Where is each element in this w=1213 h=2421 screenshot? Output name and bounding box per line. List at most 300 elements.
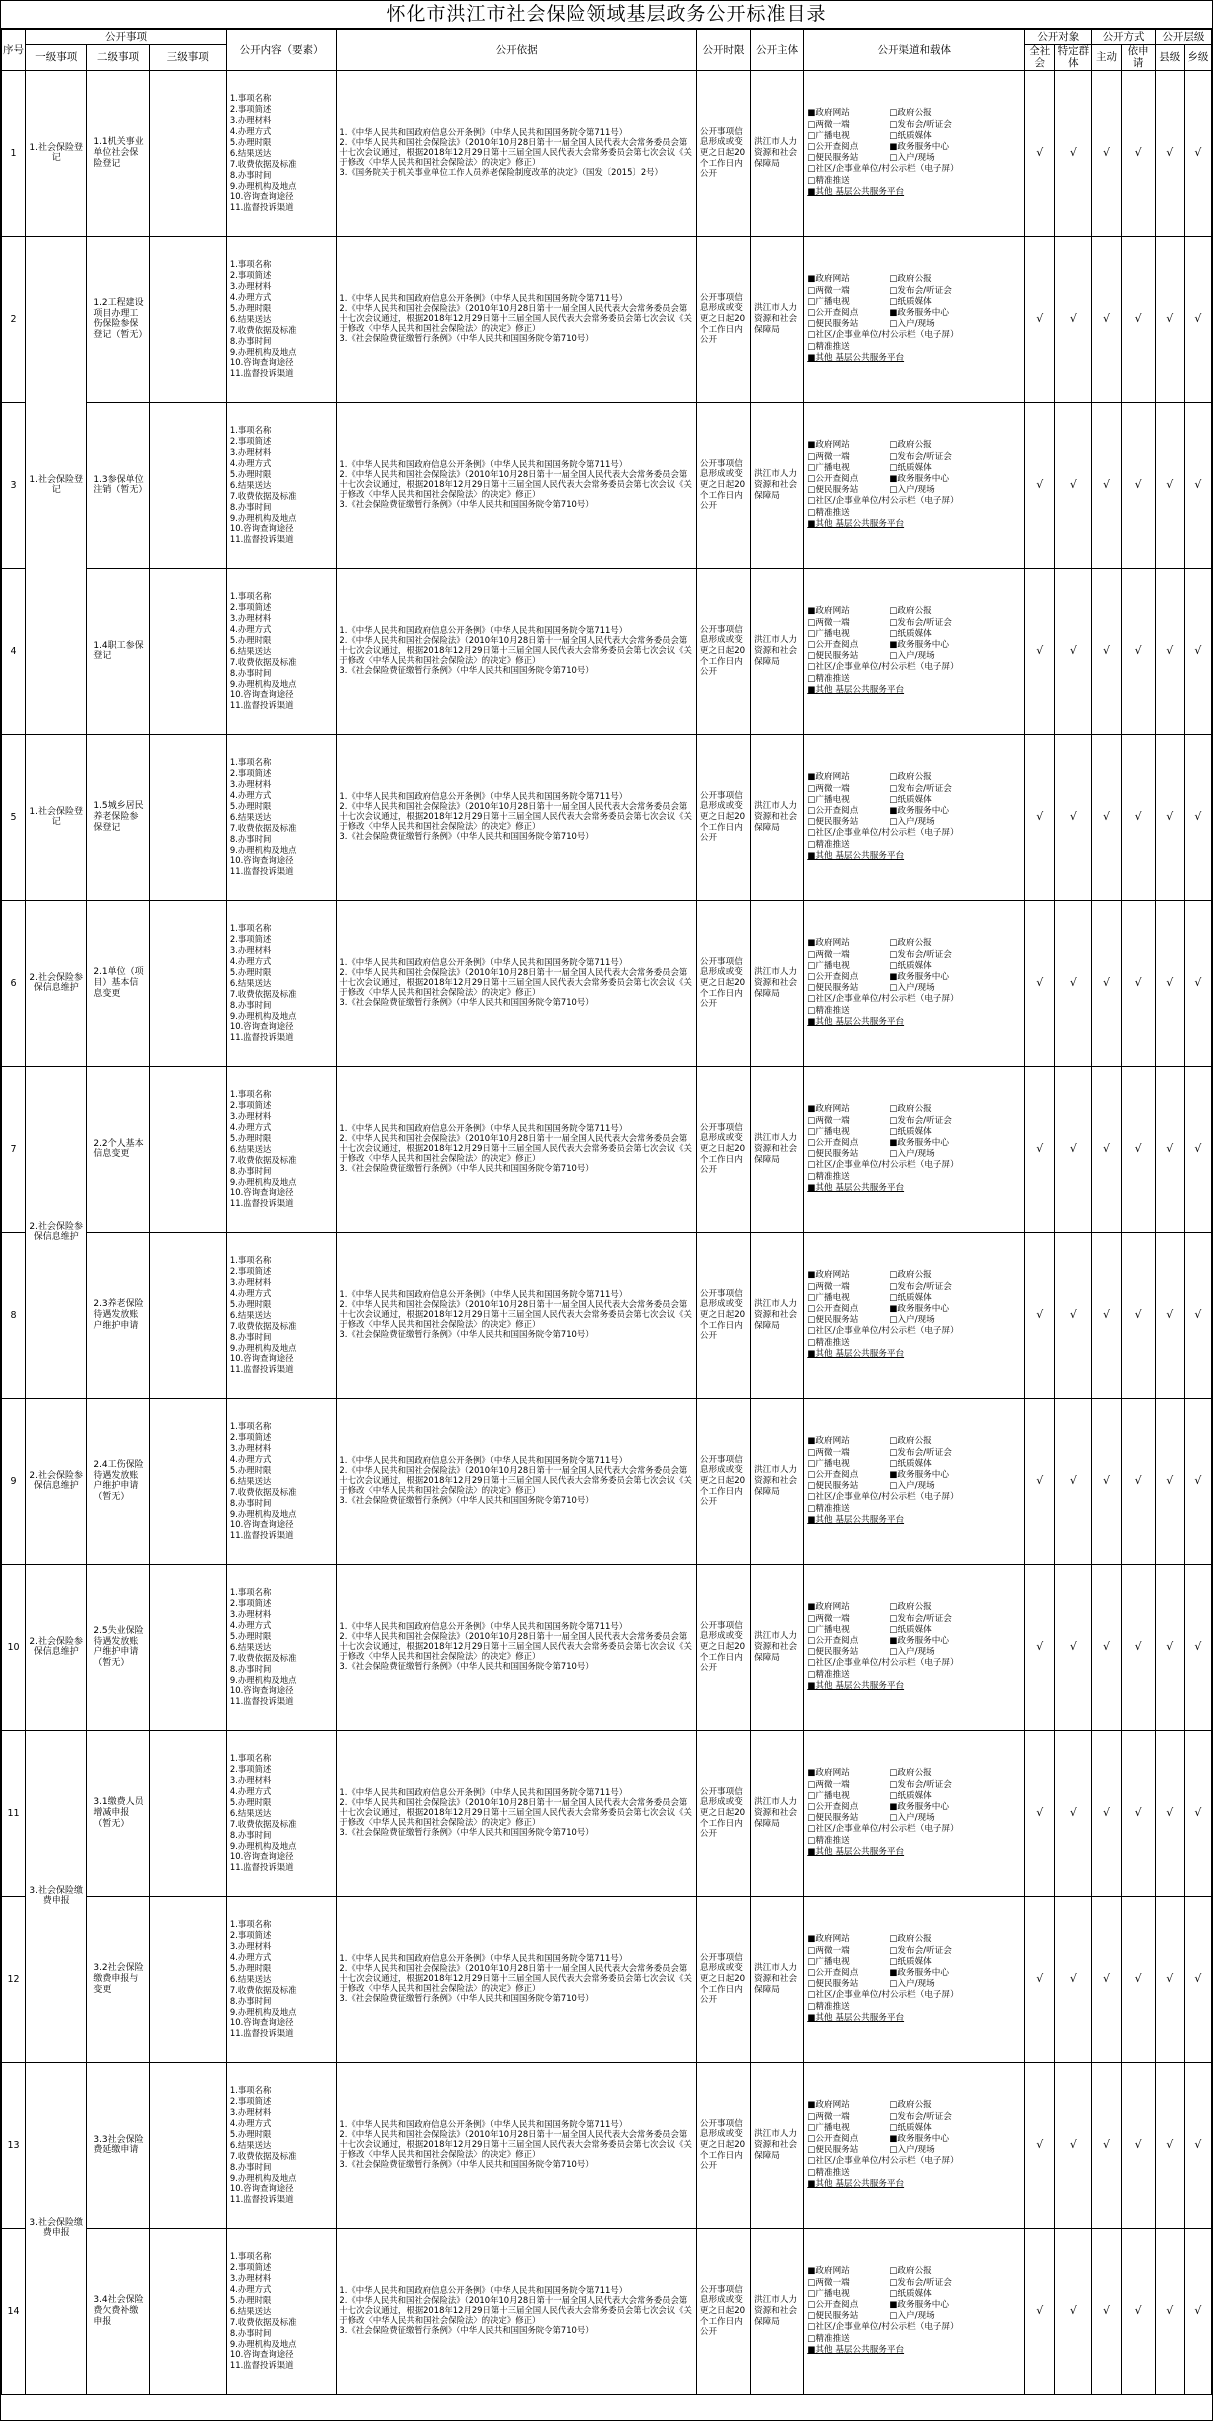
- requirement-item: 10.咨询查询途径: [229, 855, 294, 866]
- publish-time: 公开事项信息形成或变更之日起20个工作日内公开: [696, 568, 750, 734]
- channel-option: ■政务服务中心: [889, 142, 949, 153]
- audience-all-mark: √: [1025, 1896, 1055, 2062]
- requirement-item: 2.事项简述: [229, 602, 272, 613]
- mode-active-mark: √: [1092, 1398, 1121, 1564]
- requirement-item: 7.收费依据及标准: [229, 1818, 297, 1829]
- basis-item: 2.《中华人民共和国社会保险法》（2010年10月28日第十一届全国人民代表大会常务委员会第十七次会议通过，根据2018年12月29日第十三届全国人民代表大会常务委员会第七次会议《关于修改〈中华人民共和国社会保险法〉的决定》修正）: [339, 801, 692, 832]
- level2-item: 2.1单位（项目）基本信息变更: [87, 900, 149, 1066]
- channel-option: □纸质媒体: [889, 628, 932, 639]
- header-audience-specific: 特定群体: [1055, 45, 1092, 71]
- channel-option: ■政府网站: [807, 2266, 850, 2277]
- level2-item: 3.4社会保险费欠费补缴申报: [87, 2228, 149, 2394]
- channel-option: □便民服务站: [807, 153, 859, 164]
- channel-option: □政府公报: [889, 772, 932, 783]
- header-basis: 公开依据: [337, 30, 696, 71]
- level3-item: [149, 1564, 226, 1730]
- requirements-list: [229, 2251, 334, 2371]
- requirement-item: 1.事项名称: [229, 1255, 272, 1266]
- basis-cell: [337, 402, 696, 568]
- requirements-cell: [226, 2062, 336, 2228]
- channel-option: □政府公报: [889, 1602, 932, 1613]
- channel-option: □广播电视: [807, 1292, 850, 1303]
- channel-option: □政府公报: [889, 2100, 932, 2111]
- mode-request-mark: √: [1121, 236, 1155, 402]
- channel-option: □纸质媒体: [889, 1956, 932, 1967]
- channel-option: □入户/现场: [889, 983, 935, 994]
- row-seq: 3: [2, 402, 26, 568]
- publish-subject: 洪江市人力资源和社会保障局: [751, 1896, 804, 2062]
- level3-item: [149, 1730, 226, 1896]
- basis-cell: [337, 1896, 696, 2062]
- row-seq: 2: [2, 236, 26, 402]
- channel-option: □广播电视: [807, 628, 850, 639]
- channel-option: □社区/企事业单位/村公示栏（电子屏）: [807, 330, 959, 341]
- requirement-item: 6.结果送达: [229, 147, 272, 158]
- channel-option: □广播电视: [807, 1624, 850, 1635]
- header-content: 公开内容（要素）: [226, 30, 336, 71]
- channel-option: ■政府网站: [807, 1270, 850, 1281]
- publish-subject: 洪江市人力资源和社会保障局: [751, 1730, 804, 1896]
- basis-item: 1.《中华人民共和国政府信息公开条例》（中华人民共和国国务院令第711号）: [339, 625, 628, 636]
- level3-item: [149, 236, 226, 402]
- channel-option: □纸质媒体: [889, 462, 932, 473]
- publish-subject: 洪江市人力资源和社会保障局: [751, 900, 804, 1066]
- requirement-item: 5.办理时限: [229, 966, 272, 977]
- requirement-item: 1.事项名称: [229, 591, 272, 602]
- channel-option: □广播电视: [807, 794, 850, 805]
- table-row: [2, 2228, 1212, 2394]
- channel-option: □精准推送: [807, 1171, 850, 1182]
- requirement-item: 5.办理时限: [229, 2128, 272, 2139]
- basis-item: 1.《中华人民共和国政府信息公开条例》（中华人民共和国国务院令第711号）: [339, 459, 628, 470]
- requirement-item: 7.收费依据及标准: [229, 1320, 297, 1331]
- requirement-item: 10.咨询查询途径: [229, 191, 294, 202]
- publish-time: 公开事项信息形成或变更之日起20个工作日内公开: [696, 402, 750, 568]
- requirement-item: 4.办理方式: [229, 2117, 272, 2128]
- basis-item: 2.《中华人民共和国社会保险法》（2010年10月28日第十一届全国人民代表大会常务委员会第十七次会议通过，根据2018年12月29日第十三届全国人民代表大会常务委员会第七次会议《关于修改〈中华人民共和国社会保险法〉的决定》修正）: [339, 1133, 692, 1164]
- row-seq: 13: [2, 2062, 26, 2228]
- level-town-mark: √: [1184, 568, 1211, 734]
- channel-option: □入户/现场: [889, 1315, 935, 1326]
- level-county-mark: √: [1155, 734, 1184, 900]
- level-county-mark: √: [1155, 1730, 1184, 1896]
- requirement-item: 11.监督投诉渠道: [229, 368, 294, 379]
- requirement-item: 7.收费依据及标准: [229, 490, 297, 501]
- basis-cell: [337, 734, 696, 900]
- level-county-mark: √: [1155, 2062, 1184, 2228]
- channel-option: □政府公报: [889, 1104, 932, 1115]
- row-seq: 14: [2, 2228, 26, 2394]
- publish-time: 公开事项信息形成或变更之日起20个工作日内公开: [696, 1232, 750, 1398]
- requirement-item: 3.办理材料: [229, 613, 272, 624]
- basis-item: 1.《中华人民共和国政府信息公开条例》（中华人民共和国国务院令第711号）: [339, 1621, 628, 1632]
- requirements-cell: [226, 1564, 336, 1730]
- audience-all-mark: √: [1025, 402, 1055, 568]
- level1-item: 3.社会保险缴费申报: [26, 2062, 87, 2394]
- table-row: [2, 1730, 1212, 1896]
- mode-request-mark: √: [1121, 2228, 1155, 2394]
- mode-request-mark: √: [1121, 734, 1155, 900]
- table-row: [2, 900, 1212, 1066]
- channel-option: ■政务服务中心: [889, 806, 949, 817]
- requirement-item: 8.办事时间: [229, 667, 272, 678]
- table-row: [2, 1066, 1212, 1232]
- requirement-item: 7.收费依据及标准: [229, 988, 297, 999]
- basis-item: 1.《中华人民共和国政府信息公开条例》（中华人民共和国国务院令第711号）: [339, 791, 628, 802]
- channel-option: □社区/企事业单位/村公示栏（电子屏）: [807, 662, 959, 673]
- level1-item: 3.社会保险缴费申报: [26, 1730, 87, 2062]
- page-title: 怀化市洪江市社会保险领域基层政务公开标准目录: [1, 1, 1212, 29]
- channels-grid: [807, 1602, 1021, 1692]
- basis-item: 2.《中华人民共和国社会保险法》（2010年10月28日第十一届全国人民代表大会常务委员会第十七次会议通过，根据2018年12月29日第十三届全国人民代表大会常务委员会第七次会议《关于修改〈中华人民共和国社会保险法〉的决定》修正）: [339, 1797, 692, 1828]
- header-level3: 三级事项: [149, 45, 226, 71]
- channel-option: □纸质媒体: [889, 2122, 932, 2133]
- publish-subject: 洪江市人力资源和社会保障局: [751, 70, 804, 236]
- row-seq: 4: [2, 568, 26, 734]
- basis-item: 3.《社会保险费征缴暂行条例》（中华人民共和国国务院令第710号）: [339, 1163, 594, 1174]
- level2-item: 2.3养老保险待遇发放账户维护申请: [87, 1232, 149, 1398]
- channel-option: □社区/企事业单位/村公示栏（电子屏）: [807, 1160, 959, 1171]
- channel-option: □精准推送: [807, 2001, 850, 2012]
- channel-option: □两微一端: [807, 1115, 850, 1126]
- basis-cell: [337, 2228, 696, 2394]
- requirement-item: 7.收费依据及标准: [229, 158, 297, 169]
- row-seq: 5: [2, 734, 26, 900]
- channel-option: □入户/现场: [889, 651, 935, 662]
- requirement-item: 7.收费依据及标准: [229, 1154, 297, 1165]
- channel-option: □精准推送: [807, 341, 850, 352]
- audience-specific-mark: √: [1055, 1066, 1092, 1232]
- channels-grid: [807, 1104, 1021, 1194]
- level3-item: [149, 1398, 226, 1564]
- requirement-item: 9.办理机构及地点: [229, 1508, 297, 1519]
- mode-active-mark: √: [1092, 1066, 1121, 1232]
- channel-option: □入户/现场: [889, 485, 935, 496]
- level-county-mark: √: [1155, 402, 1184, 568]
- mode-active-mark: √: [1092, 900, 1121, 1066]
- level-county-mark: √: [1155, 2228, 1184, 2394]
- audience-specific-mark: √: [1055, 900, 1092, 1066]
- level-town-mark: √: [1184, 1398, 1211, 1564]
- channel-option: □发布会/听证会: [889, 1447, 952, 1458]
- channels-cell: [804, 1730, 1025, 1896]
- row-seq: 7: [2, 1066, 26, 1232]
- basis-item: 2.《中华人民共和国社会保险法》（2010年10月28日第十一届全国人民代表大会常务委员会第十七次会议通过，根据2018年12月29日第十三届全国人民代表大会常务委员会第七次会议《关于修改〈中华人民共和国社会保险法〉的决定》修正）: [339, 469, 692, 500]
- requirement-item: 7.收费依据及标准: [229, 2316, 297, 2327]
- requirement-item: 9.办理机构及地点: [229, 512, 297, 523]
- channels-cell: [804, 402, 1025, 568]
- requirement-item: 10.咨询查询途径: [229, 1519, 294, 1530]
- publish-subject: 洪江市人力资源和社会保障局: [751, 2062, 804, 2228]
- basis-cell: [337, 1730, 696, 1896]
- header-matter-group: 公开事项: [26, 30, 227, 45]
- requirement-item: 6.结果送达: [229, 977, 272, 988]
- header-level-group: 公开层级: [1155, 30, 1211, 45]
- basis-item: 3.《社会保险费征缴暂行条例》（中华人民共和国国务院令第710号）: [339, 1661, 594, 1672]
- channel-option: ■政府网站: [807, 938, 850, 949]
- channel-option: □发布会/听证会: [889, 285, 952, 296]
- level3-item: [149, 2062, 226, 2228]
- requirement-item: 2.事项简述: [229, 768, 272, 779]
- channel-option: □入户/现场: [889, 1647, 935, 1658]
- channel-option: □便民服务站: [807, 983, 859, 994]
- channel-option: ■政府网站: [807, 606, 850, 617]
- requirement-item: 1.事项名称: [229, 2251, 272, 2262]
- table-header: [2, 30, 1212, 71]
- requirement-item: 2.事项简述: [229, 2096, 272, 2107]
- row-seq: 6: [2, 900, 26, 1066]
- requirement-item: 3.办理材料: [229, 447, 272, 458]
- publish-subject: 洪江市人力资源和社会保障局: [751, 568, 804, 734]
- row-seq: 10: [2, 1564, 26, 1730]
- requirement-item: 2.事项简述: [229, 934, 272, 945]
- mode-active-mark: √: [1092, 402, 1121, 568]
- level-town-mark: √: [1184, 2228, 1211, 2394]
- channel-option: ■其他 基层公共服务平台: [807, 1680, 905, 1691]
- mode-request-mark: √: [1121, 2062, 1155, 2228]
- requirement-item: 9.办理机构及地点: [229, 1342, 297, 1353]
- channel-option: □公开查阅点: [807, 972, 859, 983]
- requirement-item: 6.结果送达: [229, 479, 272, 490]
- requirement-item: 9.办理机构及地点: [229, 1674, 297, 1685]
- publish-time: 公开事项信息形成或变更之日起20个工作日内公开: [696, 1066, 750, 1232]
- mode-active-mark: √: [1092, 568, 1121, 734]
- audience-all-mark: √: [1025, 236, 1055, 402]
- requirement-item: 6.结果送达: [229, 645, 272, 656]
- header-time: 公开时限: [696, 30, 750, 71]
- channels-cell: [804, 734, 1025, 900]
- requirement-item: 8.办事时间: [229, 335, 272, 346]
- requirement-item: 1.事项名称: [229, 1421, 272, 1432]
- requirement-item: 8.办事时间: [229, 2327, 272, 2338]
- requirement-item: 11.监督投诉渠道: [229, 1862, 294, 1873]
- requirement-item: 3.办理材料: [229, 281, 272, 292]
- requirement-item: 7.收费依据及标准: [229, 1984, 297, 1995]
- publish-subject: 洪江市人力资源和社会保障局: [751, 1398, 804, 1564]
- channel-option: □精准推送: [807, 2333, 850, 2344]
- basis-item: 1.《中华人民共和国政府信息公开条例》（中华人民共和国国务院令第711号）: [339, 2119, 628, 2130]
- level-town-mark: √: [1184, 70, 1211, 236]
- basis-item: 2.《中华人民共和国社会保险法》（2010年10月28日第十一届全国人民代表大会常务委员会第十七次会议通过，根据2018年12月29日第十三届全国人民代表大会常务委员会第七次会议《关于修改〈中华人民共和国社会保险法〉的决定》修正）: [339, 635, 692, 666]
- channels-cell: [804, 568, 1025, 734]
- basis-item: 3.《国务院关于机关事业单位工作人员养老保险制度改革的决定》（国发〔2015〕2号）: [339, 167, 663, 178]
- channel-option: ■其他 基层公共服务平台: [807, 2178, 905, 2189]
- requirement-item: 4.办理方式: [229, 955, 272, 966]
- channel-option: □两微一端: [807, 949, 850, 960]
- channels-grid: [807, 606, 1021, 696]
- requirements-list: [229, 2085, 334, 2205]
- requirements-list: [229, 425, 334, 545]
- level-town-mark: √: [1184, 1066, 1211, 1232]
- requirement-item: 4.办理方式: [229, 789, 272, 800]
- channel-option: □政府公报: [889, 274, 932, 285]
- channel-option: □社区/企事业单位/村公示栏（电子屏）: [807, 828, 959, 839]
- channel-option: □两微一端: [807, 1945, 850, 1956]
- requirement-item: 4.办理方式: [229, 2283, 272, 2294]
- channel-option: □纸质媒体: [889, 1790, 932, 1801]
- requirement-item: 2.事项简述: [229, 104, 272, 115]
- channels-cell: [804, 1232, 1025, 1398]
- channels-grid: [807, 938, 1021, 1028]
- channel-option: □便民服务站: [807, 2311, 859, 2322]
- channels-cell: [804, 236, 1025, 402]
- table-row: [2, 1896, 1212, 2062]
- channel-option: □精准推送: [807, 2167, 850, 2178]
- requirement-item: 11.监督投诉渠道: [229, 1198, 294, 1209]
- requirement-item: 5.办理时限: [229, 1796, 272, 1807]
- basis-item: 1.《中华人民共和国政府信息公开条例》（中华人民共和国国务院令第711号）: [339, 1953, 628, 1964]
- header-level-county: 县级: [1155, 45, 1184, 71]
- basis-item: 1.《中华人民共和国政府信息公开条例》（中华人民共和国国务院令第711号）: [339, 2285, 628, 2296]
- channel-option: □广播电视: [807, 296, 850, 307]
- basis-item: 3.《社会保险费征缴暂行条例》（中华人民共和国国务院令第710号）: [339, 2159, 594, 2170]
- row-seq: 12: [2, 1896, 26, 2062]
- basis-cell: [337, 236, 696, 402]
- channel-option: □广播电视: [807, 2288, 850, 2299]
- header-subject: 公开主体: [751, 30, 804, 71]
- channel-option: ■政府网站: [807, 1436, 850, 1447]
- channel-option: ■政府网站: [807, 1768, 850, 1779]
- requirement-item: 9.办理机构及地点: [229, 844, 297, 855]
- channel-option: □纸质媒体: [889, 1624, 932, 1635]
- channel-option: ■政务服务中心: [889, 2300, 949, 2311]
- requirement-item: 2.事项简述: [229, 270, 272, 281]
- basis-cell: [337, 70, 696, 236]
- requirement-item: 5.办理时限: [229, 1298, 272, 1309]
- mode-active-mark: √: [1092, 1896, 1121, 2062]
- requirements-cell: [226, 1232, 336, 1398]
- channel-option: ■政府网站: [807, 772, 850, 783]
- level-town-mark: √: [1184, 900, 1211, 1066]
- requirement-item: 2.事项简述: [229, 2262, 272, 2273]
- channel-option: □便民服务站: [807, 319, 859, 330]
- requirement-item: 2.事项简述: [229, 1432, 272, 1443]
- level-county-mark: √: [1155, 1564, 1184, 1730]
- channel-option: □社区/企事业单位/村公示栏（电子屏）: [807, 994, 959, 1005]
- channel-option: □两微一端: [807, 451, 850, 462]
- requirement-item: 6.结果送达: [229, 1641, 272, 1652]
- audience-all-mark: √: [1025, 1232, 1055, 1398]
- audience-specific-mark: √: [1055, 236, 1092, 402]
- level-county-mark: √: [1155, 568, 1184, 734]
- channel-option: □发布会/听证会: [889, 1945, 952, 1956]
- basis-item: 2.《中华人民共和国社会保险法》（2010年10月28日第十一届全国人民代表大会常务委员会第十七次会议通过，根据2018年12月29日第十三届全国人民代表大会常务委员会第七次会议《关于修改〈中华人民共和国社会保险法〉的决定》修正）: [339, 1963, 692, 1994]
- header-audience-all: 全社会: [1025, 45, 1055, 71]
- header-audience-group: 公开对象: [1025, 30, 1092, 45]
- requirement-item: 8.办事时间: [229, 1165, 272, 1176]
- channel-option: □入户/现场: [889, 1481, 935, 1492]
- requirement-item: 8.办事时间: [229, 1331, 272, 1342]
- channel-option: □广播电视: [807, 960, 850, 971]
- requirements-cell: [226, 236, 336, 402]
- requirement-item: 9.办理机构及地点: [229, 2338, 297, 2349]
- level3-item: [149, 1066, 226, 1232]
- channel-option: ■其他 基层公共服务平台: [807, 2012, 905, 2023]
- requirement-item: 11.监督投诉渠道: [229, 1696, 294, 1707]
- channel-option: □便民服务站: [807, 1315, 859, 1326]
- requirement-item: 7.收费依据及标准: [229, 656, 297, 667]
- basis-item: 3.《社会保险费征缴暂行条例》（中华人民共和国国务院令第710号）: [339, 1827, 594, 1838]
- requirement-item: 3.办理材料: [229, 1609, 272, 1620]
- basis-item: 3.《社会保险费征缴暂行条例》（中华人民共和国国务院令第710号）: [339, 997, 594, 1008]
- requirements-cell: [226, 1896, 336, 2062]
- requirement-item: 7.收费依据及标准: [229, 2150, 297, 2161]
- channel-option: □发布会/听证会: [889, 451, 952, 462]
- publish-subject: 洪江市人力资源和社会保障局: [751, 236, 804, 402]
- channel-option: □广播电视: [807, 1956, 850, 1967]
- level2-item: 1.3参保单位注销（暂无）: [87, 402, 149, 568]
- level-town-mark: √: [1184, 734, 1211, 900]
- header-seq: 序号: [2, 30, 26, 71]
- requirements-list: [229, 1421, 334, 1541]
- channels-grid: [807, 1436, 1021, 1526]
- level2-item: 3.1缴费人员增减申报（暂无）: [87, 1730, 149, 1896]
- channel-option: □广播电视: [807, 1126, 850, 1137]
- audience-specific-mark: √: [1055, 1730, 1092, 1896]
- requirement-item: 9.办理机构及地点: [229, 2172, 297, 2183]
- channel-option: □广播电视: [807, 462, 850, 473]
- publish-time: 公开事项信息形成或变更之日起20个工作日内公开: [696, 2062, 750, 2228]
- channel-option: □广播电视: [807, 130, 850, 141]
- channel-option: □入户/现场: [889, 2145, 935, 2156]
- requirement-item: 1.事项名称: [229, 923, 272, 934]
- channel-option: □政府公报: [889, 1768, 932, 1779]
- publish-subject: 洪江市人力资源和社会保障局: [751, 1232, 804, 1398]
- table-row: [2, 734, 1212, 900]
- requirement-item: 9.办理机构及地点: [229, 678, 297, 689]
- requirement-item: 3.办理材料: [229, 115, 272, 126]
- channel-option: ■政务服务中心: [889, 474, 949, 485]
- channels-grid: [807, 440, 1021, 530]
- mode-active-mark: √: [1092, 1564, 1121, 1730]
- requirement-item: 3.办理材料: [229, 779, 272, 790]
- audience-specific-mark: √: [1055, 2062, 1092, 2228]
- channel-option: □社区/企事业单位/村公示栏（电子屏）: [807, 1492, 959, 1503]
- channel-option: □社区/企事业单位/村公示栏（电子屏）: [807, 2322, 959, 2333]
- channel-option: □公开查阅点: [807, 1636, 859, 1647]
- requirement-item: 2.事项简述: [229, 1764, 272, 1775]
- level1-item: 2.社会保险参保信息维护: [26, 1564, 87, 1730]
- channel-option: □入户/现场: [889, 153, 935, 164]
- requirement-item: 6.结果送达: [229, 811, 272, 822]
- channel-option: □精准推送: [807, 1835, 850, 1846]
- level-county-mark: √: [1155, 1066, 1184, 1232]
- level1-item: 1.社会保险登记: [26, 734, 87, 900]
- channel-option: □社区/企事业单位/村公示栏（电子屏）: [807, 496, 959, 507]
- channel-option: □公开查阅点: [807, 308, 859, 319]
- channel-option: □两微一端: [807, 2277, 850, 2288]
- audience-all-mark: √: [1025, 2062, 1055, 2228]
- requirements-cell: [226, 1730, 336, 1896]
- requirement-item: 4.办理方式: [229, 1951, 272, 1962]
- channel-option: □两微一端: [807, 1613, 850, 1624]
- requirement-item: 9.办理机构及地点: [229, 1840, 297, 1851]
- requirement-item: 11.监督投诉渠道: [229, 2360, 294, 2371]
- channel-option: □发布会/听证会: [889, 783, 952, 794]
- channel-option: □便民服务站: [807, 1481, 859, 1492]
- basis-item: 3.《社会保险费征缴暂行条例》（中华人民共和国国务院令第710号）: [339, 831, 594, 842]
- header-level1: 一级事项: [26, 45, 87, 71]
- channel-option: □纸质媒体: [889, 130, 932, 141]
- level1-item: 1.社会保险登记: [26, 70, 87, 236]
- channel-option: ■政府网站: [807, 2100, 850, 2111]
- requirement-item: 11.监督投诉渠道: [229, 202, 294, 213]
- channel-option: □精准推送: [807, 175, 850, 186]
- basis-item: 2.《中华人民共和国社会保险法》（2010年10月28日第十一届全国人民代表大会常务委员会第十七次会议通过，根据2018年12月29日第十三届全国人民代表大会常务委员会第七次会议《关于修改〈中华人民共和国社会保险法〉的决定》修正）: [339, 303, 692, 334]
- level-town-mark: √: [1184, 402, 1211, 568]
- channel-option: □纸质媒体: [889, 960, 932, 971]
- audience-specific-mark: √: [1055, 402, 1092, 568]
